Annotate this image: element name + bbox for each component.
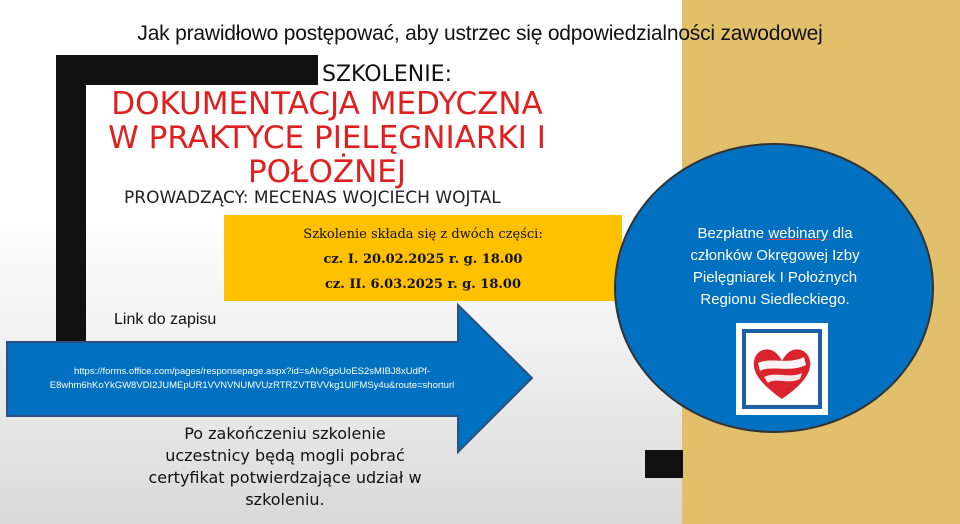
training-title xyxy=(92,87,562,189)
schedule-part-2: cz. II. 6.03.2025 r. g. 18.00 xyxy=(324,277,521,292)
webinar-info-start: Bezpłatne xyxy=(697,225,769,242)
decorative-bar-horizontal xyxy=(56,55,318,85)
lecturer-line: PROWADZĄCY: MECENAS WOJCIECH WOJTAL xyxy=(124,188,501,208)
registration-link-label: Link do zapisu xyxy=(114,311,217,328)
registration-url-line-2[interactable]: E8whm6hKoYkGW8VDI2JUMEpUR1VVNVNUMVUzRTRZVTBVVkg1UlFMSy4u&route=shorturl xyxy=(49,380,455,391)
registration-link[interactable] xyxy=(22,365,482,393)
webinar-info-end: dla członków Okręgowej Izby Pielęgniarek I Położnych Regionu Siedleckiego. xyxy=(690,225,860,308)
schedule-part-1: cz. I. 20.02.2025 r. g. 18.00 xyxy=(323,252,523,267)
heart-logo-icon xyxy=(736,323,828,415)
schedule-intro: Szkolenie składa się z dwóch części: xyxy=(303,227,543,242)
page-title: Jak prawidłowo postępować, aby ustrzec się odpowiedzialności zawodowej xyxy=(137,22,823,45)
webinar-info xyxy=(672,223,878,311)
registration-url-line-1[interactable]: https://forms.office.com/pages/responsepage.aspx?id=sAlvSgoUoES2sMIBJ8xUdPf- xyxy=(74,366,430,377)
training-title-line-3: POŁOŻNEJ xyxy=(247,154,407,190)
logo-frame xyxy=(742,329,822,409)
decorative-block xyxy=(645,450,683,478)
webinar-info-underlined: webinary xyxy=(768,225,829,242)
schedule-box xyxy=(224,215,622,301)
training-label: SZKOLENIE: xyxy=(322,62,452,87)
training-title-line-1: DOKUMENTACJA MEDYCZNA xyxy=(111,86,543,122)
heart-icon xyxy=(742,329,822,409)
certificate-note: Po zakończeniu szkolenie uczestnicy będą mogli pobrać certyfikat potwierdzające udział w szkoleniu. xyxy=(148,424,422,509)
training-title-line-2: W PRAKTYCE PIELĘGNIARKI I xyxy=(108,120,546,156)
